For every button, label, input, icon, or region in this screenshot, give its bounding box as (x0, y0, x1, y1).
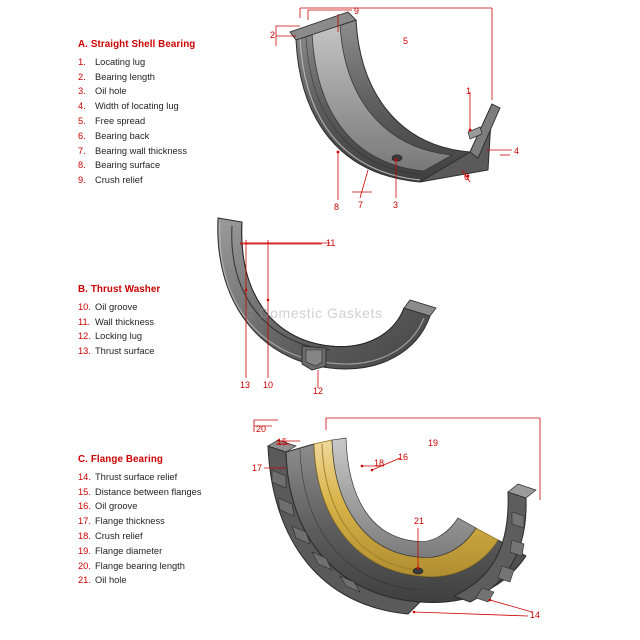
item-number: 16. (78, 501, 91, 512)
item-label: Oil hole (95, 575, 127, 586)
item-number: 8. (78, 160, 86, 171)
callout-a-9: 9 (354, 6, 360, 16)
legend-thrust-washer (78, 285, 228, 362)
art-flange-bearing (254, 418, 540, 616)
callout-a-5: 5 (403, 36, 409, 46)
item-label: Flange diameter (95, 545, 163, 556)
callout-c-17: 17 (252, 463, 263, 473)
item-number: 17. (78, 516, 91, 527)
list-item (78, 562, 248, 571)
legend-straight-shell-bearing (78, 40, 228, 191)
callout-b-13: 13 (240, 380, 251, 390)
watermark: © Domestic Gaskets (244, 305, 383, 321)
legend-list-a (78, 58, 228, 186)
list-item (78, 132, 228, 141)
item-label: Flange thickness (95, 516, 165, 527)
item-label: Oil groove (95, 501, 138, 512)
item-number: 1. (78, 56, 86, 67)
callout-a-6: 6 (464, 172, 470, 182)
list-item (78, 303, 228, 312)
callout-b-11: 11 (326, 238, 336, 248)
item-number: 21. (78, 575, 91, 586)
item-number: 6. (78, 130, 86, 141)
item-label: Oil hole (95, 86, 127, 97)
list-item (78, 87, 228, 96)
list-item (78, 502, 248, 511)
item-number: 4. (78, 101, 86, 112)
list-item (78, 161, 228, 170)
callout-a-8: 8 (334, 202, 340, 212)
item-number: 15. (78, 486, 91, 497)
list-item (78, 117, 228, 126)
callout-c-21: 21 (414, 516, 425, 526)
callout-c-15: 15 (277, 437, 288, 447)
callout-c-19: 19 (428, 438, 439, 448)
list-item (78, 517, 248, 526)
item-label: Flange bearing length (95, 560, 185, 571)
legend-title-c: C. Flange Bearing (78, 454, 163, 465)
callout-a-3: 3 (393, 200, 399, 210)
callout-a-2: 2 (270, 30, 276, 40)
item-label: Width of locating lug (95, 101, 179, 112)
list-item (78, 532, 248, 541)
callout-b-12: 12 (313, 386, 324, 396)
item-label: Bearing length (95, 71, 155, 82)
callout-a-7: 7 (358, 200, 364, 210)
item-number: 7. (78, 145, 86, 156)
legend-title-a: A. Straight Shell Bearing (78, 39, 196, 50)
item-label: Oil groove (95, 301, 138, 312)
item-number: 13. (78, 346, 91, 357)
list-item (78, 318, 228, 327)
list-item (78, 347, 228, 356)
list-item (78, 58, 228, 67)
item-label: Crush relief (95, 175, 143, 186)
callout-b-10: 10 (263, 380, 274, 390)
callout-a-4-right: 4 (514, 146, 520, 156)
item-number: 5. (78, 115, 86, 126)
item-number: 2. (78, 71, 86, 82)
item-number: 9. (78, 175, 86, 186)
callout-c-20: 20 (256, 424, 267, 434)
item-number: 12. (78, 331, 91, 342)
item-number: 18. (78, 530, 91, 541)
item-label: Wall thickness (95, 316, 155, 327)
callout-a-1: 1 (466, 86, 472, 96)
list-item (78, 102, 228, 111)
list-item (78, 576, 248, 585)
item-label: Bearing surface (95, 160, 161, 171)
item-label: Locating lug (95, 56, 146, 67)
item-number: 3. (78, 86, 86, 97)
list-item (78, 473, 248, 482)
callout-c-14: 14 (530, 610, 541, 620)
callout-c-18: 18 (374, 458, 385, 468)
item-label: Bearing wall thickness (95, 145, 187, 156)
item-label: Thrust surface (95, 346, 155, 357)
list-item (78, 176, 228, 185)
item-number: 20. (78, 560, 91, 571)
list-item (78, 147, 228, 156)
legend-title-b: B. Thrust Washer (78, 284, 161, 295)
item-label: Distance between flanges (95, 486, 202, 497)
legend-list-c (78, 473, 248, 586)
item-number: 11. (78, 316, 91, 327)
list-item (78, 547, 248, 556)
list-item (78, 73, 228, 82)
legend-flange-bearing (78, 455, 248, 591)
legend-list-b (78, 303, 228, 357)
item-number: 19. (78, 545, 91, 556)
item-label: Thrust surface relief (95, 471, 178, 482)
item-label: Bearing back (95, 130, 150, 141)
art-straight-shell-bearing (276, 8, 512, 200)
item-number: 10. (78, 301, 91, 312)
list-item (78, 332, 228, 341)
list-item (78, 488, 248, 497)
item-label: Free spread (95, 115, 146, 126)
item-label: Crush relief (95, 530, 143, 541)
callout-c-16: 16 (398, 452, 409, 462)
item-number: 14. (78, 471, 91, 482)
item-label: Locking lug (95, 331, 143, 342)
